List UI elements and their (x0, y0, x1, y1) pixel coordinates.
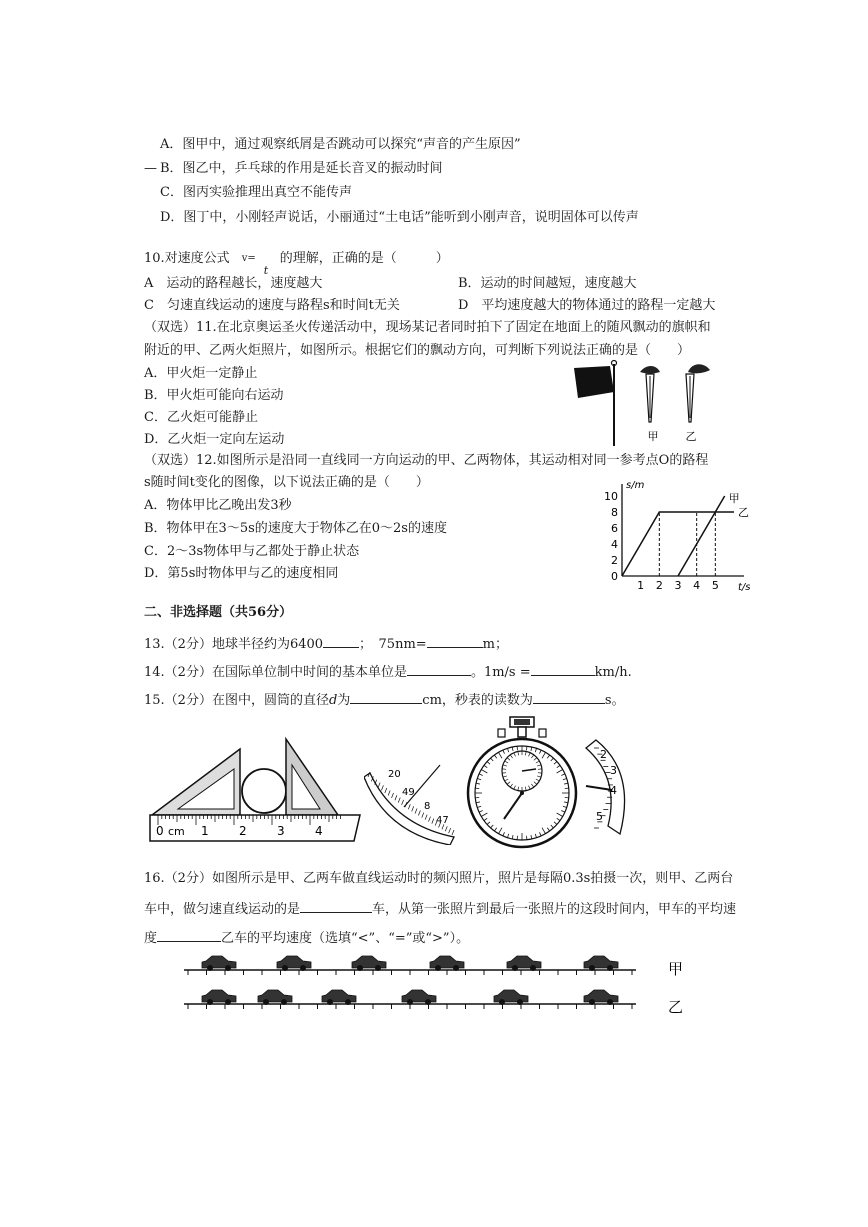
mag-label-3: 3 (610, 764, 617, 777)
series-label-0: 甲 (728, 492, 740, 505)
dial-label-47: 47 (436, 815, 449, 826)
car-icon (402, 990, 436, 1005)
car-icon (352, 956, 386, 971)
car-icon (430, 956, 464, 971)
torch-yi-label: 乙 (685, 430, 697, 443)
ruler-num-2: 2 (239, 824, 247, 838)
q14-blank-2[interactable] (531, 662, 595, 676)
q10-option-c: C 匀速直线运动的速度与路程s和时间t无关 (144, 298, 400, 313)
q11-option-d: D．乙火炬一定向左运动 (144, 432, 285, 447)
q14-blank-1[interactable] (407, 662, 471, 676)
cylinder-icon (242, 769, 286, 813)
car-label-jia: 甲 (668, 960, 684, 978)
x-axis-label: t/s (738, 582, 750, 593)
q12-option-a: A．物体甲比乙晚出发3秒 (144, 498, 292, 513)
q13-part-b: ； 75nm= (359, 637, 427, 652)
dial-label-20: 20 (388, 769, 401, 780)
ruler-num-4: 4 (315, 824, 323, 838)
q10-option-b: B．运动的时间越短，速度越大 (458, 276, 637, 291)
partial-dial-figure (364, 755, 460, 845)
q14-part-a: 14.（2分）在国际单位制中时间的基本单位是 (144, 665, 407, 680)
x-tick-label: 1 (637, 579, 645, 592)
q16-line2-start: 车中，做匀速直线运动的是 (144, 902, 301, 917)
ruler-cylinder-figure (148, 735, 364, 845)
car-icon (584, 956, 618, 971)
y-tick-label: 0 (611, 570, 618, 583)
ruler-num-1: 1 (201, 824, 209, 838)
q13-blank-1[interactable] (323, 634, 359, 648)
q10-option-d: D 平均速度越大的物体通过的路程一定越大 (458, 298, 716, 313)
q12-stem-line2: s随时间t变化的图像，以下说法正确的是（ ） (144, 475, 429, 490)
magnified-pointer (586, 786, 612, 790)
q15-text (144, 690, 625, 710)
q11-stem-line2: 附近的甲、乙两火炬照片，如图所示。根据它们的飘动方向，可判断下列说法正确的是（ ） (144, 343, 691, 358)
x-tick-label: 2 (655, 579, 663, 592)
car-label-yi: 乙 (668, 998, 684, 1016)
x-tick-label: 3 (674, 579, 682, 592)
series-label-1: 乙 (738, 506, 749, 519)
q10-option-a: A 运动的路程越长，速度越大 (144, 276, 323, 291)
magnified-dial-figure (580, 738, 636, 838)
series-line-1 (622, 512, 734, 576)
s-t-chart (600, 478, 750, 596)
q13-part-c: m； (482, 637, 508, 652)
mag-label-5: 5 (596, 810, 603, 823)
q10-stem-start: 10.对速度公式 (144, 251, 230, 266)
q11-option-b: B．甲火炬可能向右运动 (144, 388, 284, 403)
q12-stem-line1: （双选）12.如图所示是沿同一直线同一方向运动的甲、乙两物体，其运动相对同一参考点O的路程 (144, 453, 709, 468)
car-icon (258, 990, 292, 1005)
dial-label-49: 49 (402, 787, 415, 798)
q15-part-a: 15.（2分）在图中，圆筒的直径 (144, 693, 329, 708)
q9-option-b: B．图乙中，乒乓球的作用是延长音叉的振动时间 (160, 161, 443, 176)
q15-blank-1[interactable] (350, 690, 422, 704)
q13-blank-2[interactable] (427, 634, 483, 648)
q15-diameter-symbol: d (328, 693, 338, 708)
ruler-zero: 0 (156, 824, 164, 838)
q15-part-c: cm，秒表的读数为 (422, 693, 533, 708)
q11-option-c: C．乙火炬可能静止 (144, 410, 258, 425)
stopwatch-figure (462, 715, 590, 850)
left-triangle-icon (152, 749, 240, 815)
q9-option-c: C．图丙实验推理出真空不能传声 (160, 185, 352, 200)
car-strobe-figure (180, 948, 700, 1018)
flag-torch-figure (570, 358, 720, 448)
car-icon (507, 956, 541, 971)
q11-stem-line1: （双选）11.在北京奥运圣火传递活动中，现场某记者同时拍下了固定在地面上的随风飘动的旗帜和 (144, 320, 711, 335)
car-icon (584, 990, 618, 1005)
car-icon (202, 956, 236, 971)
y-tick-label: 2 (611, 554, 618, 567)
torch-jia-icon (640, 366, 660, 422)
q15-part-e: s。 (604, 693, 625, 708)
q13-text (144, 634, 508, 654)
q16-blank-2[interactable] (157, 928, 221, 942)
q16-line3-end: 乙车的平均速度（选填“<”、“=”或“>”）。 (221, 931, 470, 946)
torch-jia-label: 甲 (647, 430, 659, 443)
formula-denominator: t (263, 264, 269, 277)
q15-part-b: 为 (337, 693, 351, 708)
x-tick-label: 5 (711, 579, 719, 592)
q9-option-a: A．图甲中，通过观察纸屑是否跳动可以探究“声音的产生原因” (160, 137, 521, 152)
ruler-unit: cm (168, 825, 185, 838)
mag-label-2: 2 (600, 748, 607, 761)
dial-label-8: 8 (424, 801, 431, 812)
y-tick-label: 4 (611, 538, 618, 551)
formula-numerator: v= (241, 253, 256, 264)
y-tick-label: 10 (604, 490, 618, 503)
q10-stem (144, 250, 449, 277)
q16-line2 (144, 899, 736, 919)
y-tick-label: 8 (611, 506, 618, 519)
car-icon (277, 956, 311, 971)
q16-line1: 16.（2分）如图所示是甲、乙两车做直线运动时的频闪照片，照片是每隔0.3s拍摄一次，则甲、乙两台 (144, 871, 734, 886)
q12-option-c: C．2～3s物体甲与乙都处于静止状态 (144, 544, 360, 559)
q16-line3-start: 度 (144, 931, 158, 946)
q14-part-c: km/h. (594, 665, 632, 680)
q16-blank-1[interactable] (300, 899, 372, 913)
section-2-title: 二、非选择题（共56分） (144, 605, 293, 620)
car-icon (202, 990, 236, 1005)
q13-part-a: 13.（2分）地球半径约为6400 (144, 637, 324, 652)
dial-pointer (404, 765, 440, 807)
car-icon (494, 990, 528, 1005)
q16-line3 (144, 928, 469, 948)
x-tick-label: 4 (693, 579, 701, 592)
q16-line2-end: 车，从第一张照片到最后一张照片的这段时间内，甲车的平均速 (372, 902, 737, 917)
y-tick-label: 6 (611, 522, 618, 535)
q14-text (144, 662, 632, 682)
right-triangle-icon (286, 739, 338, 815)
flag-icon (574, 361, 617, 447)
y-axis-label: s/m (626, 480, 645, 491)
torch-yi-icon (686, 364, 710, 422)
q9-margin-mark: — (144, 161, 157, 176)
q9-option-d: D．图丁中，小刚轻声说话，小丽通过“土电话”能听到小刚声音，说明固体可以传声 (160, 210, 639, 225)
q15-blank-2[interactable] (533, 690, 605, 704)
q12-option-d: D．第5s时物体甲与乙的速度相同 (144, 566, 339, 581)
q10-stem-end: 的理解，正确的是（ ） (279, 251, 449, 266)
ruler-num-3: 3 (277, 824, 285, 838)
series-line-0 (678, 496, 725, 576)
stopwatch-crown-icon (498, 717, 546, 737)
q11-option-a: A．甲火炬一定静止 (144, 366, 258, 381)
q12-option-b: B．物体甲在3～5s的速度大于物体乙在0～2s的速度 (144, 521, 447, 536)
q14-part-b: 。1m/s = (470, 665, 531, 680)
car-icon (322, 990, 356, 1005)
mag-label-4: 4 (610, 784, 617, 797)
